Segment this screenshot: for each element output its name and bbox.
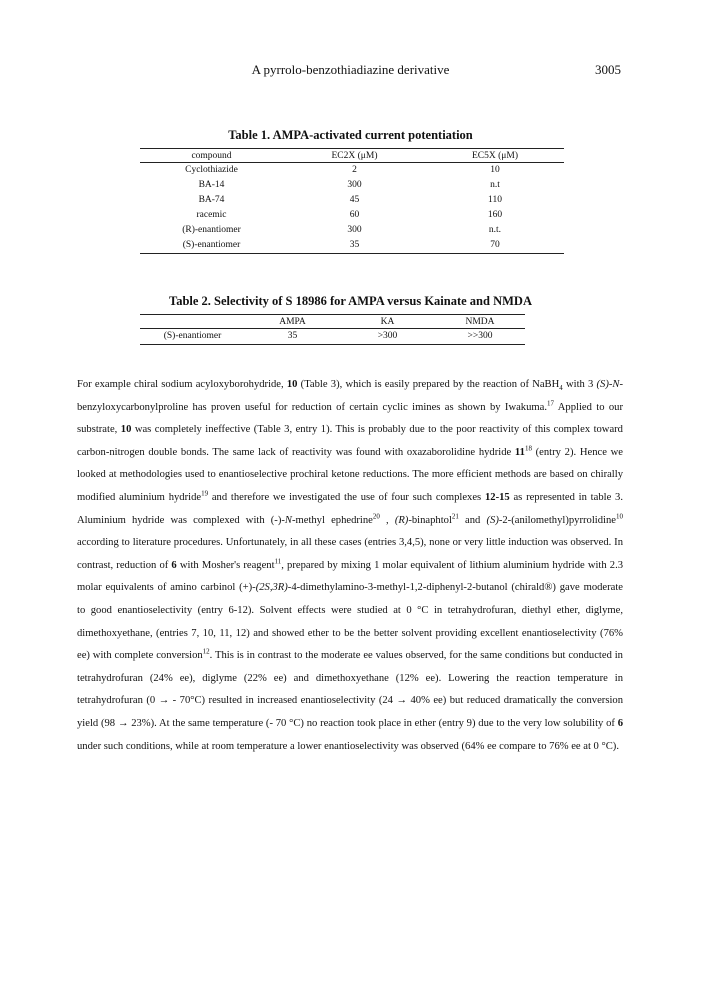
table-cell: 35 <box>349 240 360 250</box>
table-row <box>140 223 564 238</box>
table-cell: 300 <box>347 225 362 235</box>
running-title: A pyrrolo-benzothiadiazine derivative <box>251 62 450 77</box>
table-cell: 160 <box>487 210 503 220</box>
table-row <box>140 193 564 208</box>
italic-run: N <box>284 514 292 526</box>
table1-header-row <box>140 149 564 163</box>
italic-run: (2S,3R) <box>255 582 288 594</box>
compound-number: 11 <box>514 446 525 458</box>
page-header <box>0 62 701 80</box>
table-cell: 60 <box>349 210 360 220</box>
text-run: , prepared by mixing 1 molar equivalent of lithium aluminium hydride with 2.3 molar equivalents of amino carbinol (+)- <box>77 559 624 594</box>
table-cell: BA-14 <box>198 180 225 190</box>
table-cell: 35 <box>287 331 298 341</box>
table-cell: 110 <box>488 195 502 205</box>
text-run: For example chiral sodium acyloxyborohydride, <box>77 379 284 390</box>
compound-number: 10 <box>120 424 132 436</box>
italic-run: (R) <box>394 514 409 526</box>
text-run: -benzyloxycarbonylproline has proven useful for reduction of certain cyclic imines as shown by Iwakuma. <box>77 379 624 413</box>
table-cell: >300 <box>377 331 398 341</box>
text-run: , <box>386 514 389 526</box>
table-cell: Cyclothiazide <box>185 165 238 175</box>
table-cell: n.t. <box>488 225 502 235</box>
reference: 20 <box>372 512 380 521</box>
text-run: with 3 <box>565 379 594 390</box>
table2-col-ka: KA <box>340 315 435 329</box>
text-run: with Mosher's reagent <box>179 559 275 571</box>
table-row <box>140 178 564 193</box>
italic-run: (S) <box>486 514 499 526</box>
table-cell: 300 <box>347 180 362 190</box>
table-cell: 45 <box>349 195 360 205</box>
reference: 12 <box>202 647 210 656</box>
italic-run: N <box>612 379 620 390</box>
italic-run: (S) <box>596 379 609 390</box>
table1-col-compound: compound <box>140 149 283 163</box>
table2-col-nmda: NMDA <box>435 315 525 329</box>
table-cell: (S)-enantiomer <box>182 240 241 250</box>
text-run: according to literature procedures. Unfortunately, in all these cases (entries 3,4,5), none or very little induction was observed. In contrast, reduction of <box>77 537 623 571</box>
table-cell: 70 <box>490 240 500 250</box>
table2-header-row <box>140 315 525 329</box>
table-cell: racemic <box>196 210 227 220</box>
table1 <box>140 148 564 254</box>
reference: 10 <box>615 512 623 521</box>
reference: 17 <box>546 399 554 408</box>
body-paragraph: For example chiral sodium acyloxyborohydride, 10 (Table 3), which is easily prepared by the reaction of NaBH$_4$ with 3 (S)-N-benzyloxycarbonylproline has proven useful for reduction of certain cyclic imines as shown by Iwakuma.$^{17}$ Applied to our substrate, 10 was completely ineffective (Table 3, entry 1). This is probably due to the poor reactivity of this complex toward carbon-nitrogen double bonds. The same lack of reactivity was found with oxazaborolidine hydride $11^{18}$ (entry 2). Hence we looked at methodologies used to enantioselective prochiral ketone reductions. The more efficient methods are based on chirally modified aluminium hydride$^{19}$ and therefore we investigated the use of four such complexes 12-15 as represented in table 3. Aluminium hydride was complexed with (-)-N-methyl ephedrine$^{20}$ , (R)-binaphtol$^{21}$ and (S)-2-(anilomethyl)pyrrolidine$^{10}$ according to literature procedures. Unfortunately, in all these cases (entries 3,4,5), none or very little induction was observed. In contrast, reduction of 6 with Mosher's reagent$^{11}$, prepared by mixing 1 molar equivalent of lithium aluminium hydride with 2.3 molar equivalents of amino carbinol (+)-(2S,3R)-4-dimethylamino-3-methyl-1,2-diphenyl-2-butanol (chirald®) gave moderate to good enantioselectivity (entry 6-12). Solvent effects were studied at 0 °C in tetrahydrofuran, diethyl ether, diglyme, dimethoxyethane, (entries 7, 10, 11, 12) and showed ether to be the better solvent providing excellent enantioselectivity (76% ee) with complete conversion$^{12}$. This is in contrast to the moderate ee values observed, for the same conditions but conducted in tetrahydrofuran (24% ee), diglyme (22% ee) and dimethoxyethane (12% ee). Lowering the reaction temperature in tetrahydrofuran (0 → - 70°C) resulted in increased enantioselectivity (24 → 40% ee) but reduced dramatically the conversion yield (98 → 23%). At the same temperature (- 70 °C) no reaction took place in ether (entry 9) due to the very low solubility of 6 under such conditions, while at room temperature a lower enantioselectivity was observed (64% ee compare to 76% ee at 0 °C). <box>77 379 624 752</box>
table-cell: (R)-enantiomer <box>182 225 241 235</box>
table1-col-ec5x: EC5X (μM) <box>426 149 564 163</box>
text-run: . This is in contrast to the moderate ee values observed, for the same conditions but conducted in tetrahydrofuran (24% ee), diglyme (22% ee) and dimethoxyethane (12% ee). Lowering the reaction temperature in tetrahydrofuran (0 → - 70°C) resulted in increased enantioselectivity (24 → 40% ee) but reduced dramatically the conversion yield (98 → 23%). At the same temperature (- 70 °C) no reaction took place in ether (entry 9) due to the very low solubility of <box>77 650 623 729</box>
table2-caption: Table 2. Selectivity of S 18986 for AMPA versus Kainate and NMDA <box>169 294 532 308</box>
text-run: -4-dimethylamino-3-methyl-1,2-diphenyl-2-butanol (chirald®) gave moderate to good enantioselectivity (entry 6-12). Solvent effects were studied at 0 °C in tetrahydrofuran, diethyl ether, diglyme, dimethoxyethane, (entries 7, 10, 11, 12) and showed ether to be the better solvent providing excellent enantioselectivity (76% ee) with complete conversion <box>77 582 623 662</box>
subscript: 4 <box>559 384 563 393</box>
table-cell: 2 <box>352 165 357 175</box>
compound-number: 6 <box>617 717 624 729</box>
compound-range: 12-15 <box>484 491 510 503</box>
table-row <box>140 208 564 223</box>
text-run: -2-(anilomethyl)pyrrolidine <box>498 514 616 526</box>
table-cell: (S)-enantiomer <box>163 331 222 341</box>
text-run: and therefore we investigated the use of four such complexes <box>211 491 482 503</box>
text-run: (Table 3), which is easily prepared by the reaction of NaBH <box>300 379 560 390</box>
reference: 18 <box>524 444 532 453</box>
text-run: and <box>465 514 481 526</box>
table-row <box>140 238 564 254</box>
reference: 19 <box>201 489 209 498</box>
text-run: -methyl ephedrine <box>291 514 373 526</box>
compound-number: 10 <box>286 379 298 390</box>
table2-col-ampa: AMPA <box>245 315 340 329</box>
table-cell: >>300 <box>467 331 493 341</box>
page-number: 3005 <box>595 62 621 77</box>
table-cell: 10 <box>490 165 500 175</box>
text-run: was completely ineffective (Table 3, entry 1). This is probably due to the poor reactivity of this complex toward carbon-nitrogen double bonds. The same lack of reactivity was found with oxazaborolidine hydride <box>77 424 623 458</box>
text-run: Applied to our substrate, <box>77 401 623 436</box>
compound-number: 6 <box>171 559 177 571</box>
table1-caption: Table 1. AMPA-activated current potentiation <box>228 128 473 142</box>
reference: 11 <box>274 557 282 566</box>
text-run: -binaphtol <box>408 514 452 526</box>
text-run: under such conditions, while at room temperature a lower enantioselectivity was observed (64% ee compare to 76% ee at 0 °C). <box>77 740 619 752</box>
table2-col-blank <box>140 315 245 329</box>
table1-col-ec2x: EC2X (μM) <box>283 149 426 163</box>
text-run: (entry 2). Hence we looked at methodologies used to enantioselective prochiral ketone reductions. The more efficient methods are based on chirally modified aluminium hydride <box>77 446 623 503</box>
text-run: as represented in table 3. Aluminium hydride was complexed with (-)- <box>77 491 623 526</box>
table-row <box>140 329 525 345</box>
table2 <box>140 314 525 345</box>
reference: 21 <box>451 512 459 521</box>
table-row <box>140 163 564 179</box>
table-cell: n.t <box>490 180 500 190</box>
table-cell: BA-74 <box>198 195 225 205</box>
body-text <box>77 374 623 758</box>
